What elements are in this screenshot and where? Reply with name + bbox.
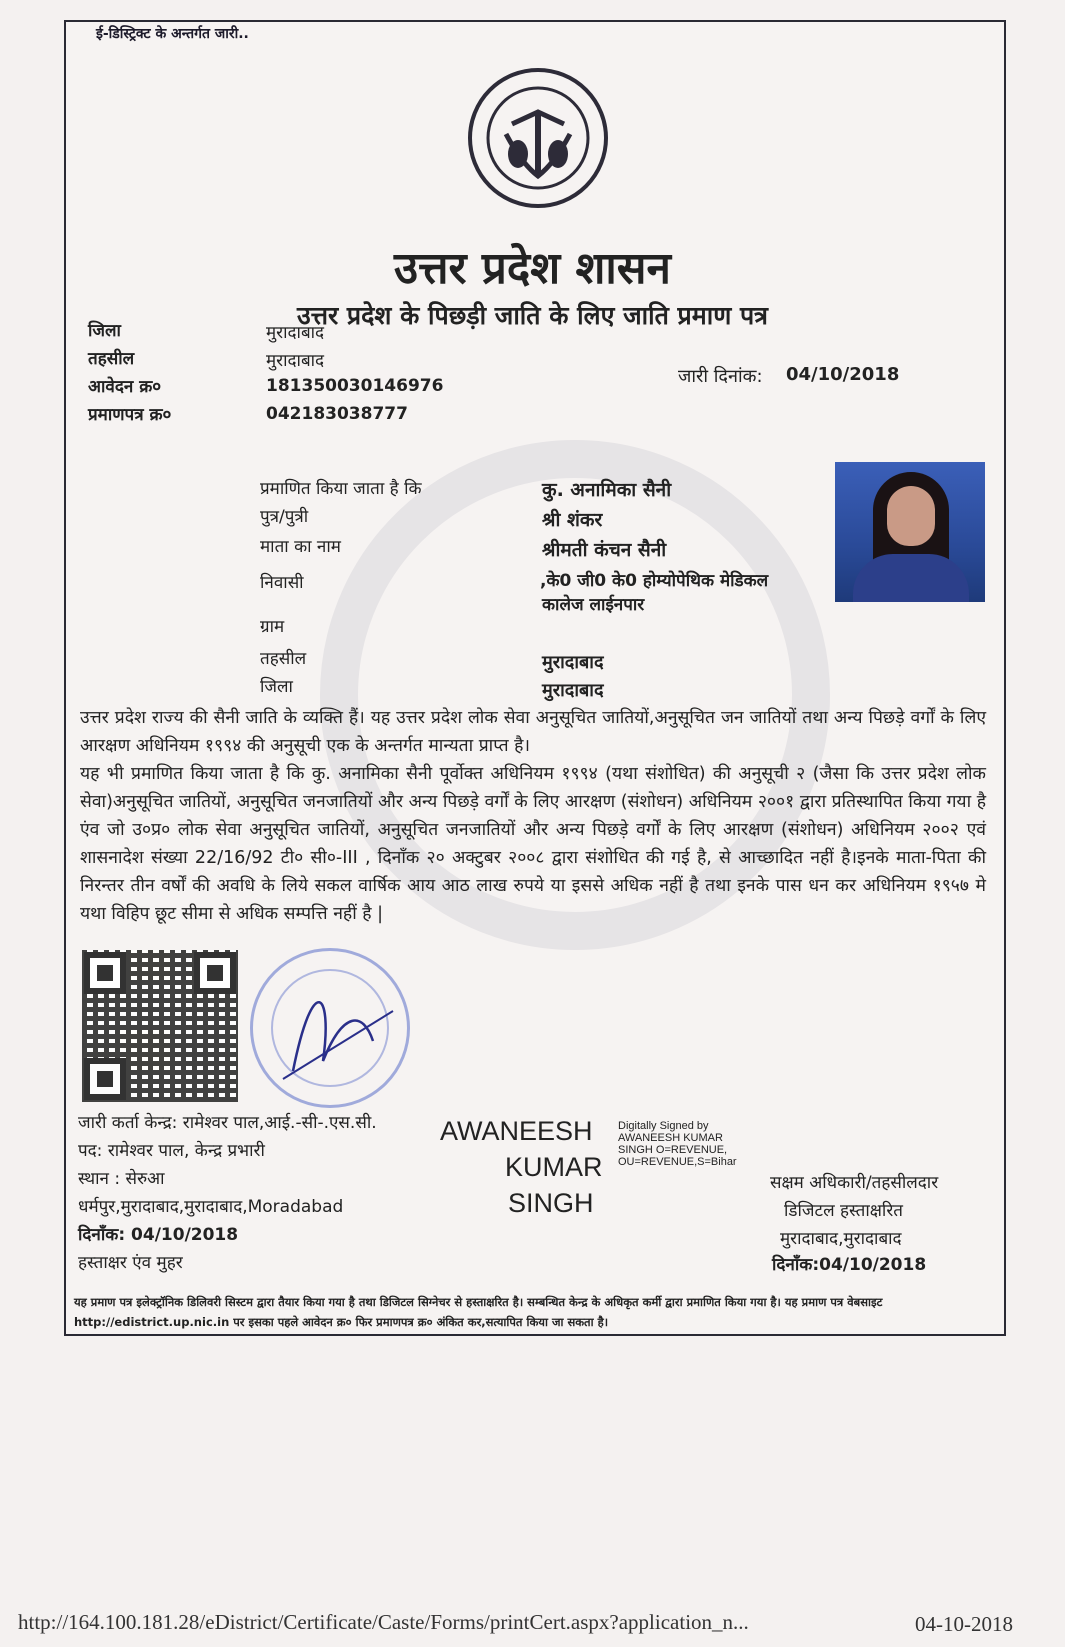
issuer-post: पद: रामेश्वर पाल, केन्द्र प्रभारी <box>78 1141 265 1161</box>
detail-label-mother: माता का नाम <box>260 537 341 557</box>
body-paragraph-1: उत्तर प्रदेश राज्य की सैनी जाति के व्यक्ति हैं। यह उत्तर प्रदेश लोक सेवा अनुसूचित जातियों,अनुसूचित जन जातियों तथा अन्य पिछड़े वर्गों के लिए आरक्षण अधिनियम १९९४ की अनुसूची एक के अन्तर्गत मान्यता प्राप्त है। <box>80 708 986 756</box>
signer-name-line-3: SINGH <box>508 1188 594 1218</box>
detail-value-resident-1: ,के0 जी0 के0 होम्योपेथिक मेडिकल <box>540 571 769 591</box>
detail-label-child-of: पुत्र/पुत्री <box>260 507 309 527</box>
meta-value-certificate-no: 042183038777 <box>266 404 408 424</box>
authority-title: सक्षम अधिकारी/तहसीलदार <box>770 1173 939 1193</box>
print-date: 04-10-2018 <box>915 1612 1013 1636</box>
detail-value-district: मुरादाबाद <box>542 680 604 701</box>
meta-label-application-no: आवेदन क्र० <box>88 377 162 397</box>
body-paragraph-2: यह भी प्रमाणित किया जाता है कि कु. अनामिका सैनी पूर्वोक्त अधिनियम १९९४ (यथा संशोधित) की अनुसूची २ (जैसा कि उत्तर प्रदेश लोक सेवा)अनुसूचित जातियों, अनुसूचित जनजातियों और अन्य पिछड़े वर्गों के लिए आरक्षण (संशोधन) अधिनियम २००१ द्वारा प्रतिस्थापित किया गया है एंव जो उ०प्र० लोक सेवा अनुसूचित जातियों, अनुसूचित जनजातियों और अन्य पिछड़े वर्गों के लिए आरक्षण (संशोधन) अधिनियम २००२ एवं शासनादेश संख्या 22/16/92 टी० सी०-III , दिनाँक २० अक्टुबर २००८ द्वारा संशोधित की गई है, से आच्छादित नहीं है।इनके माता-पिता की निरन्तर तीन वर्षों की अवधि के लिये सकल वार्षिक आय आठ लाख रुपये या इससे अधिक नहीं है तथा इनके पास धन कर अधिनियम १९५७ मे यथा विहिप छूट सीमा से अधिक सम्पत्ति नहीं है | <box>80 764 986 924</box>
authority-place: मुरादाबाद,मुरादाबाद <box>780 1229 902 1249</box>
emblem-icon <box>468 68 608 208</box>
detail-label-village: ग्राम <box>260 617 285 637</box>
detail-label-resident: निवासी <box>260 573 304 593</box>
authority-date: दिनाँक:04/10/2018 <box>772 1255 927 1275</box>
meta-value-district: मुरादाबाद <box>266 323 325 343</box>
meta-label-certificate-no: प्रमाणपत्र क्र० <box>88 405 172 425</box>
print-url: http://164.100.181.28/eDistrict/Certificate/Caste/Forms/printCert.aspx?application_n... <box>18 1610 749 1634</box>
signer-name-line-1: AWANEESH <box>440 1116 593 1146</box>
detail-label-district: जिला <box>260 677 293 697</box>
office-stamp <box>250 948 410 1108</box>
detail-value-resident-2: कालेज लाईनपार <box>542 595 645 615</box>
detail-label-certified: प्रमाणित किया जाता है कि <box>260 479 422 499</box>
detail-value-mother: श्रीमती कंचन सैनी <box>542 539 667 561</box>
digital-signature-note: Digitally Signed by AWANEESH KUMAR SINGH O=REVENUE, OU=REVENUE,S=Bihar <box>618 1120 737 1168</box>
issuer-center: जारी कर्ता केन्द्र: रामेश्वर पाल,आई.-सी-.एस.सी. <box>78 1113 377 1133</box>
authority-digital: डिजिटल हस्ताक्षरित <box>784 1201 903 1221</box>
page-title: उत्तर प्रदेश शासन <box>394 243 671 294</box>
detail-label-tehsil: तहसील <box>260 649 307 669</box>
meta-label-district: जिला <box>88 321 121 341</box>
detail-value-name: कु. अनामिका सैनी <box>542 479 672 501</box>
issue-date-value: 04/10/2018 <box>786 364 900 385</box>
qr-code <box>82 950 238 1102</box>
detail-value-father: श्री शंकर <box>542 509 603 531</box>
issuer-sign: हस्ताक्षर एंव मुहर <box>78 1253 183 1273</box>
applicant-photo <box>835 462 985 602</box>
issuer-address: धर्मपुर,मुरादाबाद,मुरादाबाद,Moradabad <box>78 1197 344 1217</box>
detail-value-tehsil: मुरादाबाद <box>542 652 604 673</box>
footnote: यह प्रमाण पत्र इलेक्ट्रॉनिक डिलिवरी सिस्टम द्वारा तैयार किया गया है तथा डिजिटल सिग्नेचर से हस्ताक्षरित है। सम्बन्धित केन्द्र के अधिकृत कर्मी द्वारा प्रमाणित किया गया है। यह प्रमाण पत्र वेबसाइट http://edistrict.up.nic.in पर इसका पहले आवेदन क्र० फिर प्रमाणपत्र क्र० अंकित कर,सत्यापित किया जा सकता है। <box>74 1295 883 1329</box>
header-note: ई-डिस्ट्रिक्ट के अन्तर्गत जारी.. <box>90 24 255 43</box>
issue-date-label: जारी दिनांक: <box>678 366 763 387</box>
certificate-subtitle: उत्तर प्रदेश के पिछड़ी जाति के लिए जाति प्रमाण पत्र <box>297 301 768 330</box>
meta-value-application-no: 181350030146976 <box>266 376 444 396</box>
issuer-place: स्थान : सेरुआ <box>78 1169 165 1189</box>
meta-label-tehsil: तहसील <box>88 349 135 369</box>
issuer-date: दिनाँक: 04/10/2018 <box>78 1225 239 1245</box>
signer-name-line-2: KUMAR <box>505 1152 603 1182</box>
meta-value-tehsil: मुरादाबाद <box>266 351 325 371</box>
